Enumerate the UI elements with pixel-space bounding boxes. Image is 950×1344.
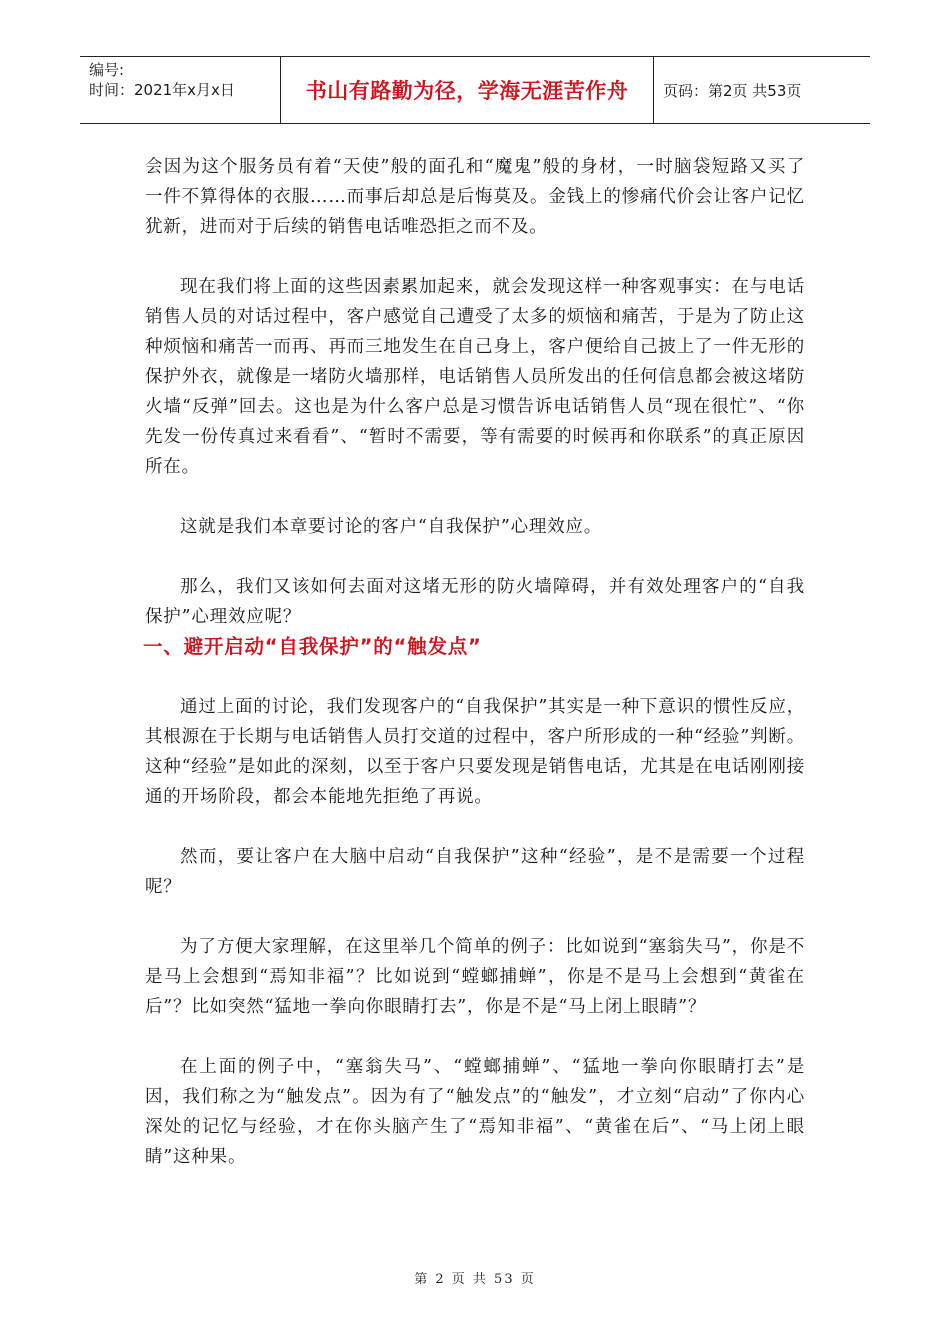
header-motto: 书山有路勤为径，学海无涯苦作舟	[281, 57, 654, 123]
paragraph: 通过上面的讨论，我们发现客户的“自我保护”其实是一种下意识的惯性反应，其根源在于长期与电话销售人员打交道的过程中，客户所形成的一种“经验”判断。这种“经验”是如此的深刻，以至于客户只要发现是销售电话，尤其是在电话刚刚接通的开场阶段，都会本能地先拒绝了再说。	[145, 697, 805, 807]
paragraph: 为了方便大家理解，在这里举几个简单的例子：比如说到“塞翁失马”，你是不是马上会想到“焉知非福”？比如说到“螳螂捕蝉”，你是不是马上会想到“黄雀在后”？比如突然“猛地一拳向你眼睛打去”，你是不是“马上闭上眼睛”？	[145, 937, 805, 1017]
paragraph: 这就是我们本章要讨论的客户“自我保护”心理效应。	[180, 517, 603, 537]
header-page-info: 页码：第2页 共53页	[663, 81, 802, 100]
document-body	[145, 152, 805, 1172]
page-footer: 第 2 页 共 53 页	[414, 1272, 536, 1287]
paragraph: 在上面的例子中，“塞翁失马”、“螳螂捕蝉”、“猛地一拳向你眼睛打去”是因，我们称之为“触发点”。因为有了“触发点”的“触发”，才立刻“启动”了你内心深处的记忆与经验，才在你头脑产生了“焉知非福”、“黄雀在后”、“马上闭上眼睛”这种果。	[145, 1057, 805, 1167]
paragraph: 现在我们将上面的这些因素累加起来，就会发现这样一种客观事实：在与电话销售人员的对话过程中，客户感觉自己遭受了太多的烦恼和痛苦，于是为了防止这种烦恼和痛苦一而再、再而三地发生在自己身上，客户便给自己披上了一件无形的保护外衣，就像是一堵防火墙那样，电话销售人员所发出的任何信息都会被这堵防火墙“反弹”回去。这也是为什么客户总是习惯告诉电话销售人员“现在很忙”、“你先发一份传真过来看看”、“暂时不需要，等有需要的时候再和你联系”的真正原因所在。	[145, 277, 805, 477]
document-number-label: 编号:	[89, 61, 125, 79]
document-time-label: 时间：2021年x月x日	[89, 81, 235, 99]
paragraph: 然而，要让客户在大脑中启动“自我保护”这种“经验”，是不是需要一个过程呢？	[145, 847, 805, 897]
section-heading: 一、避开启动“自我保护”的“触发点”	[143, 635, 482, 658]
paragraph: 会因为这个服务员有着“天使”般的面孔和“魔鬼”般的身材，一时脑袋短路又买了一件不算得体的衣服……而事后却总是后悔莫及。金钱上的惨痛代价会让客户记忆犹新，进而对于后续的销售电话唯恐拒之而不及。	[145, 157, 805, 237]
header-meta	[80, 57, 281, 123]
page-header	[80, 56, 870, 124]
paragraph: 那么，我们又该如何去面对这堵无形的防火墙障碍，并有效处理客户的“自我保护”心理效应呢？	[145, 577, 805, 627]
